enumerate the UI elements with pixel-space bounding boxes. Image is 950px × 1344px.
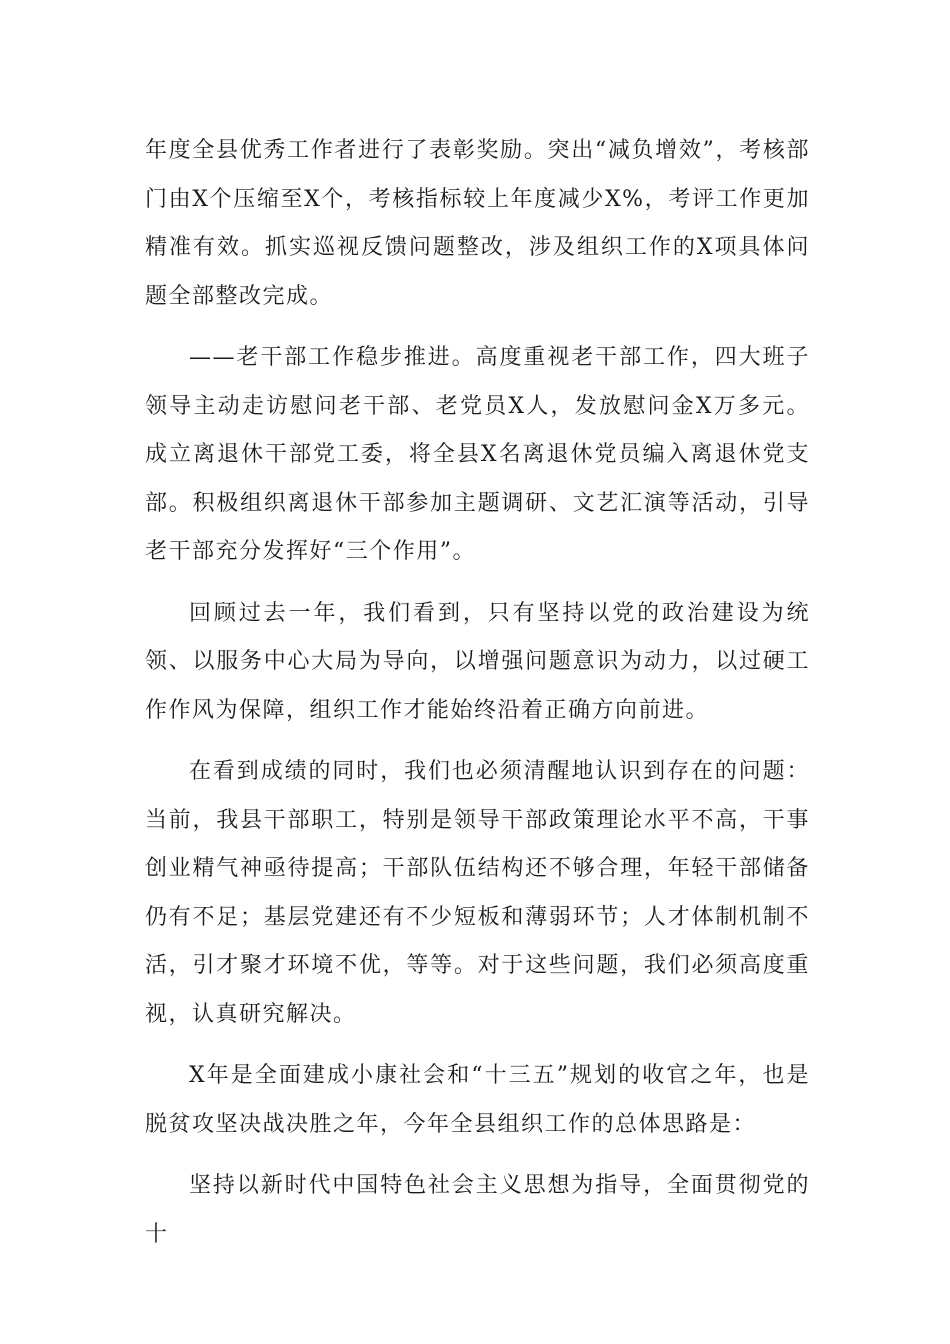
paragraph-3: 回顾过去一年，我们看到，只有坚持以党的政治建设为统领、以服务中心大局为导向，以增强问题意识为动力，以过硬工作作风为保障，组织工作才能始终沿着正确方向前进。 [145,600,810,723]
paragraph-5: X年是全面建成小康社会和“十三五”规划的收官之年，也是脱贫攻坚决战决胜之年，今年全县组织工作的总体思路是： [145,1063,810,1137]
paragraph-6: 坚持以新时代中国特色社会主义思想为指导，全面贯彻党的十 [145,1173,810,1247]
paragraph-2: ——老干部工作稳步推进。高度重视老干部工作，四大班子领导主动走访慰问老干部、老党员X人，发放慰问金X万多元。成立离退休干部党工委，将全县X名离退休党员编入离退休党支部。积极组织离退休干部参加主题调研、文艺汇演等活动，引导老干部充分发挥好“三个作用”。 [145,345,810,564]
paragraph-4: 在看到成绩的同时，我们也必须清醒地认识到存在的问题：当前，我县干部职工，特别是领导干部政策理论水平不高，干事创业精气神亟待提高；干部队伍结构还不够合理，年轻干部储备仍有不足；基层党建还有不少短板和薄弱环节；人才体制机制不活，引才聚才环境不优，等等。对于这些问题，我们必须高度重视，认真研究解决。 [145,759,810,1027]
paragraph-1: 年度全县优秀工作者进行了表彰奖励。突出“减负增效”，考核部门由X个压缩至X个，考核指标较上年度减少X%，考评工作更加精准有效。抓实巡视反馈问题整改，涉及组织工作的X项具体问题全部整改完成。 [145,138,810,309]
document-body [145,127,810,1272]
